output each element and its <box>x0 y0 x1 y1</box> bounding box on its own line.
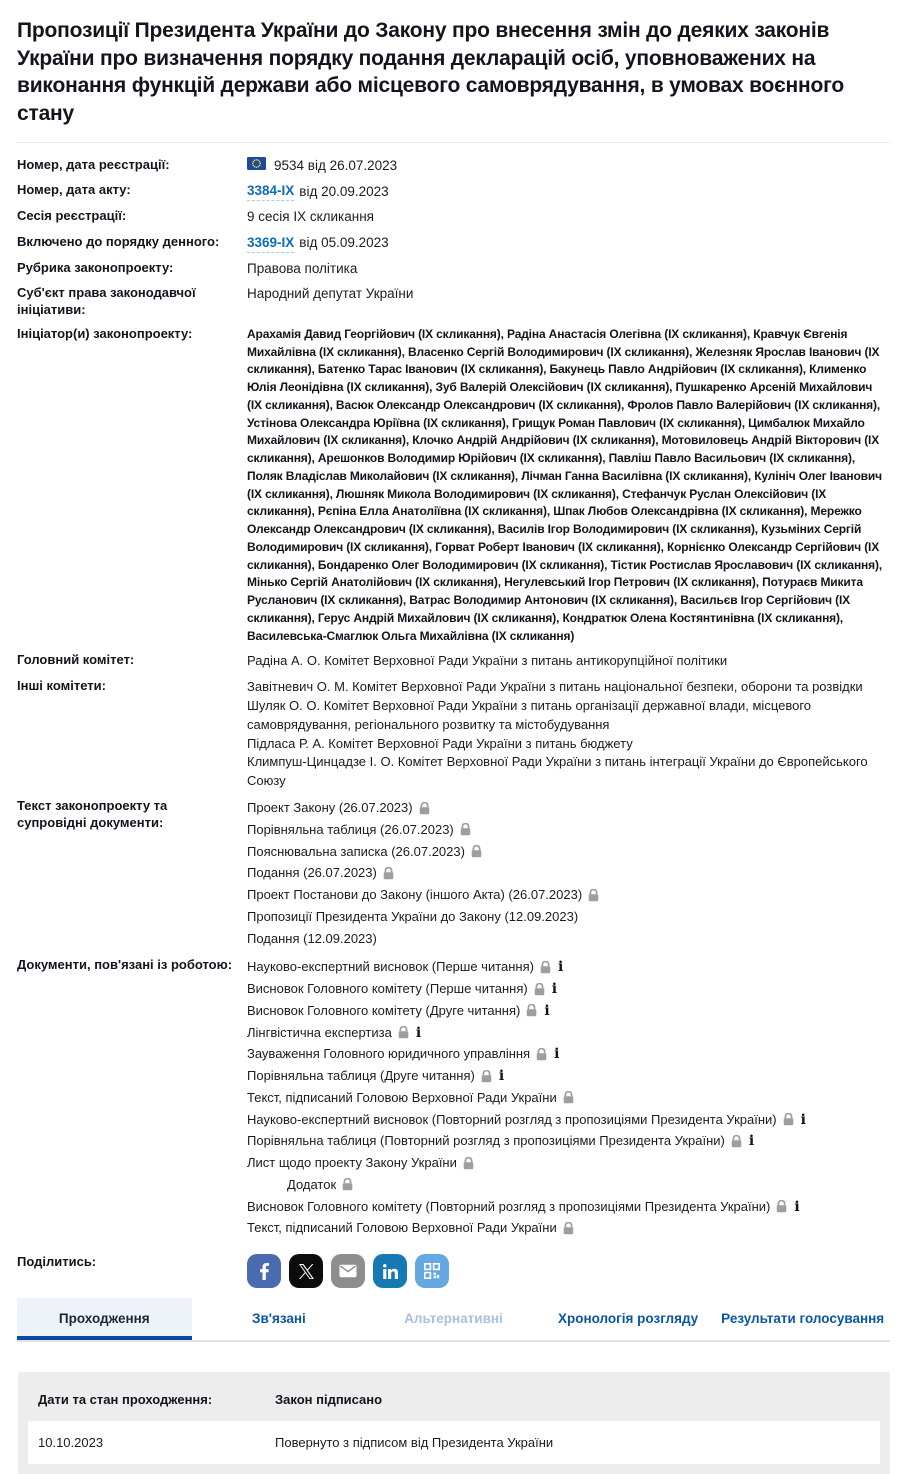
session-value: 9 сесія IX скликання <box>247 209 374 225</box>
share-email-button[interactable] <box>331 1254 365 1288</box>
document-link[interactable]: Подання (26.07.2023) <box>247 865 377 881</box>
field-label: Головний комітет: <box>17 652 135 668</box>
lock-icon <box>460 823 471 836</box>
agenda-date: від 05.09.2023 <box>299 235 389 251</box>
field-act-number <box>17 182 890 201</box>
document-link[interactable]: Порівняльна таблиця (Друге читання) <box>247 1068 475 1084</box>
lock-icon <box>471 845 482 858</box>
field-agenda <box>17 234 890 253</box>
committee-item: Климпуш-Цинцадзе І. О. Комітет Верховної Ради України з питань інтеграції України до Європейського Союзу <box>247 754 868 789</box>
field-label: Документи, пов'язані із роботою: <box>17 957 233 973</box>
lock-icon <box>783 1113 794 1126</box>
page-title: Пропозиції Президента України до Закону про внесення змін до деяких законів України про визначення порядку подання декларацій осіб, уповноважених на виконання функцій держави або місцевого самоврядування, в умовах воєнного стану <box>17 19 845 126</box>
info-icon[interactable]: i <box>498 1068 505 1085</box>
document-link[interactable]: Текст, підписаний Головою Верховної Ради України <box>247 1089 557 1105</box>
document-link[interactable]: Лист щодо проекту Закону України <box>247 1155 457 1171</box>
status-row-date: 10.10.2023 <box>38 1435 104 1451</box>
field-docs-work <box>17 957 890 1240</box>
subject-value: Народний депутат України <box>247 285 414 301</box>
document-link[interactable]: Висновок Головного комітету (Повторний розгляд з пропозиціями Президента України) <box>247 1198 771 1214</box>
status-panel <box>18 1372 890 1474</box>
document-link[interactable]: Зауваження Головного юридичного управління <box>247 1046 531 1062</box>
act-date: від 20.09.2023 <box>299 183 389 199</box>
agenda-number-link[interactable]: 3369-IX <box>247 234 294 253</box>
share-qr-code-button[interactable] <box>415 1254 449 1288</box>
tab-prohodzhennya[interactable]: Проходження <box>17 1298 192 1340</box>
status-header-label: Дати та стан проходження: <box>38 1392 213 1408</box>
main-committee-value: Радіна А. О. Комітет Верховної Ради України з питань антикорупційної політики <box>247 653 728 669</box>
share-facebook-button[interactable] <box>247 1254 281 1288</box>
document-link[interactable]: Проект Постанови до Закону (іншого Акта) (26.07.2023) <box>247 887 583 903</box>
field-label: Номер, дата акту: <box>17 182 131 198</box>
info-icon[interactable]: i <box>794 1198 800 1215</box>
status-table-header <box>28 1380 880 1421</box>
tab-khronologiya[interactable]: Хронологія розгляду <box>557 1311 699 1327</box>
field-label: Рубрика законопроекту: <box>17 259 174 275</box>
document-link[interactable]: Науково-експертний висновок (Повторний розгляд з пропозиціями Президента України) <box>247 1111 777 1127</box>
lock-icon <box>563 1222 574 1235</box>
field-label: Ініціатор(и) законопроекту: <box>17 325 193 341</box>
field-session <box>17 208 890 226</box>
lock-icon <box>383 867 394 880</box>
tab-alternatyvni: Альтернативні <box>404 1311 503 1327</box>
lock-icon <box>534 983 545 996</box>
info-icon[interactable]: i <box>544 1002 550 1019</box>
lock-icon <box>342 1178 353 1191</box>
page-header <box>17 0 890 143</box>
bill-tabs <box>17 1298 890 1342</box>
lock-icon <box>588 889 599 902</box>
info-icon[interactable]: i <box>551 981 558 998</box>
share-section <box>17 1254 890 1288</box>
document-link[interactable]: Текст, підписаний Головою Верховної Ради України <box>247 1220 557 1236</box>
share-label: Поділитись: <box>17 1254 97 1270</box>
field-rubric <box>17 260 890 278</box>
document-link[interactable]: Лінгвістична експертиза <box>247 1024 392 1040</box>
document-link[interactable]: Висновок Головного комітету (Перше читання) <box>247 981 528 997</box>
document-link[interactable]: Порівняльна таблиця (26.07.2023) <box>247 821 454 837</box>
lock-icon <box>526 1004 537 1017</box>
field-label: Включено до порядку денного: <box>17 233 220 249</box>
field-other-committees <box>17 678 890 791</box>
registration-number: 9534 від 26.07.2023 <box>274 157 398 173</box>
field-label: Сесія реєстрації: <box>17 208 127 224</box>
lock-icon <box>481 1070 492 1083</box>
info-icon[interactable]: i <box>748 1133 755 1150</box>
document-link[interactable]: Пояснювальна записка (26.07.2023) <box>247 843 465 859</box>
field-registration <box>17 157 890 175</box>
lock-icon <box>419 802 430 815</box>
lock-icon <box>776 1200 787 1213</box>
status-header-value: Закон підписано <box>275 1392 383 1408</box>
document-link[interactable]: Подання (12.09.2023) <box>247 930 377 946</box>
committee-item: Завітневич О. М. Комітет Верховної Ради України з питань національної безпеки, оборони та розвідки <box>247 679 863 695</box>
field-label: Текст законопроекту та супровідні документи: <box>17 798 168 831</box>
document-link[interactable]: Порівняльна таблиця (Повторний розгляд з пропозиціями Президента України) <box>247 1133 725 1149</box>
document-link[interactable]: Пропозиції Президента України до Закону (12.09.2023) <box>247 908 579 924</box>
lock-icon <box>398 1026 409 1039</box>
info-icon[interactable]: i <box>415 1024 422 1041</box>
info-icon[interactable]: i <box>800 1111 806 1128</box>
status-row-status: Повернуто з підписом від Президента України <box>275 1435 554 1451</box>
field-main-committee <box>17 652 890 671</box>
initiators-list: Арахамія Давид Георгійович (IX скликання), Радіна Анастасія Олегівна (IX скликання), Кравчук Євгенія Михайлівна (IX скликання), Власенко Сергій Володимирович (IX скликання), Железняк Ярослав Іванович (IX скликання), Батенко Тарас Іванович (IX скликання), Бакунець Павло Андрійович (IX скликання), Клименко Юлія Леонідівна (IX скликання), Зуб Валерій Олексійович (IX скликання), Пушкаренко Арсеній Михайлович (IX скликання), Васюк Олександр Олександрович (IX скликання), Фролов Павло Валерійович (IX скликання), Устінова Олександра Юріївна (IX скликання), Грищук Роман Павлович (IX скликання), Цимбалюк Михайло Михайлович (IX скликання), Клочко Андрій Андрійович (IX скликання), Мотовиловець Андрій Вікторович (IX скликання), Арешонков Володимир Юрійович (IX скликання), Павліш Павло Васильович (IX скликання), Поляк Владіслав Миколайович (IX скликання), Лічман Ганна Василівна (IX скликання), Кулініч Олег Іванович (IX скликання), Люшняк Микола Володимирович (IX скликання), Стефанчук Руслан Олексійович (IX скликання), Рєпіна Елла Анатоліївна (IX скликання), Шпак Любов Олександрівна (IX скликання), Мережко Олександр Олександрович (IX скликання), Василів Ігор Володимирович (IX скликання), Кузьміних Сергій Володимирович (IX скликання), Горват Роберт Іванович (IX скликання), Корнієнко Олександр Сергійович (IX скликання), Бондаренко Олег Володимирович (IX скликання), Тістик Ростислав Ярославович (IX скликання), Мінько Сергій Анатолійович (IX скликання), Негулевський Ігор Петрович (IX скликання), Потураєв Микита Русланович (IX скликання), Ватрас Володимир Антонович (IX скликання), Васильєв Ігор Сергійович (IX скликання), Герус Андрій Михайлович (IX скликання), Кондратюк Олена Костянтинівна (IX скликання), Василевська-Смаглюк Ольга Михайлівна (IX скликання) <box>247 326 883 643</box>
act-number-link[interactable]: 3384-IX <box>247 182 294 201</box>
status-table-row <box>28 1421 880 1464</box>
field-label: Номер, дата реєстрації: <box>17 156 170 172</box>
tab-zvyazani[interactable]: Зв'язані <box>251 1311 306 1327</box>
rubric-value: Правова політика <box>247 260 358 276</box>
field-label: Інші комітети: <box>17 678 106 694</box>
lock-icon <box>731 1135 742 1148</box>
tab-rezultaty[interactable]: Результати голосування <box>721 1311 885 1327</box>
lock-icon <box>540 961 551 974</box>
lock-icon <box>463 1157 474 1170</box>
info-icon[interactable]: i <box>554 1046 560 1063</box>
field-initiative-subject <box>17 285 890 319</box>
info-icon[interactable]: i <box>557 959 564 976</box>
lock-icon <box>563 1091 574 1104</box>
document-link[interactable]: Проект Закону (26.07.2023) <box>247 800 413 816</box>
eu-flag-icon <box>247 157 266 175</box>
share-x-button[interactable] <box>289 1254 323 1288</box>
field-initiators <box>17 326 890 646</box>
document-link[interactable]: Науково-експертний висновок (Перше читання) <box>247 959 534 975</box>
document-link[interactable]: Додаток <box>287 1176 337 1192</box>
document-link[interactable]: Висновок Головного комітету (Друге читання) <box>247 1002 521 1018</box>
lock-icon <box>536 1048 547 1061</box>
field-docs-text <box>17 798 890 950</box>
bill-meta-fields <box>17 143 890 1288</box>
committee-item: Шуляк О. О. Комітет Верховної Ради України з питань організації державної влади, місцевого самоврядування, регіонального розвитку та містобудування <box>247 697 812 732</box>
field-label: Суб'єкт права законодавчої ініціативи: <box>17 284 196 317</box>
share-linkedin-button[interactable] <box>373 1254 407 1288</box>
committee-item: Підласа Р. А. Комітет Верховної Ради України з питань бюджету <box>247 735 633 751</box>
